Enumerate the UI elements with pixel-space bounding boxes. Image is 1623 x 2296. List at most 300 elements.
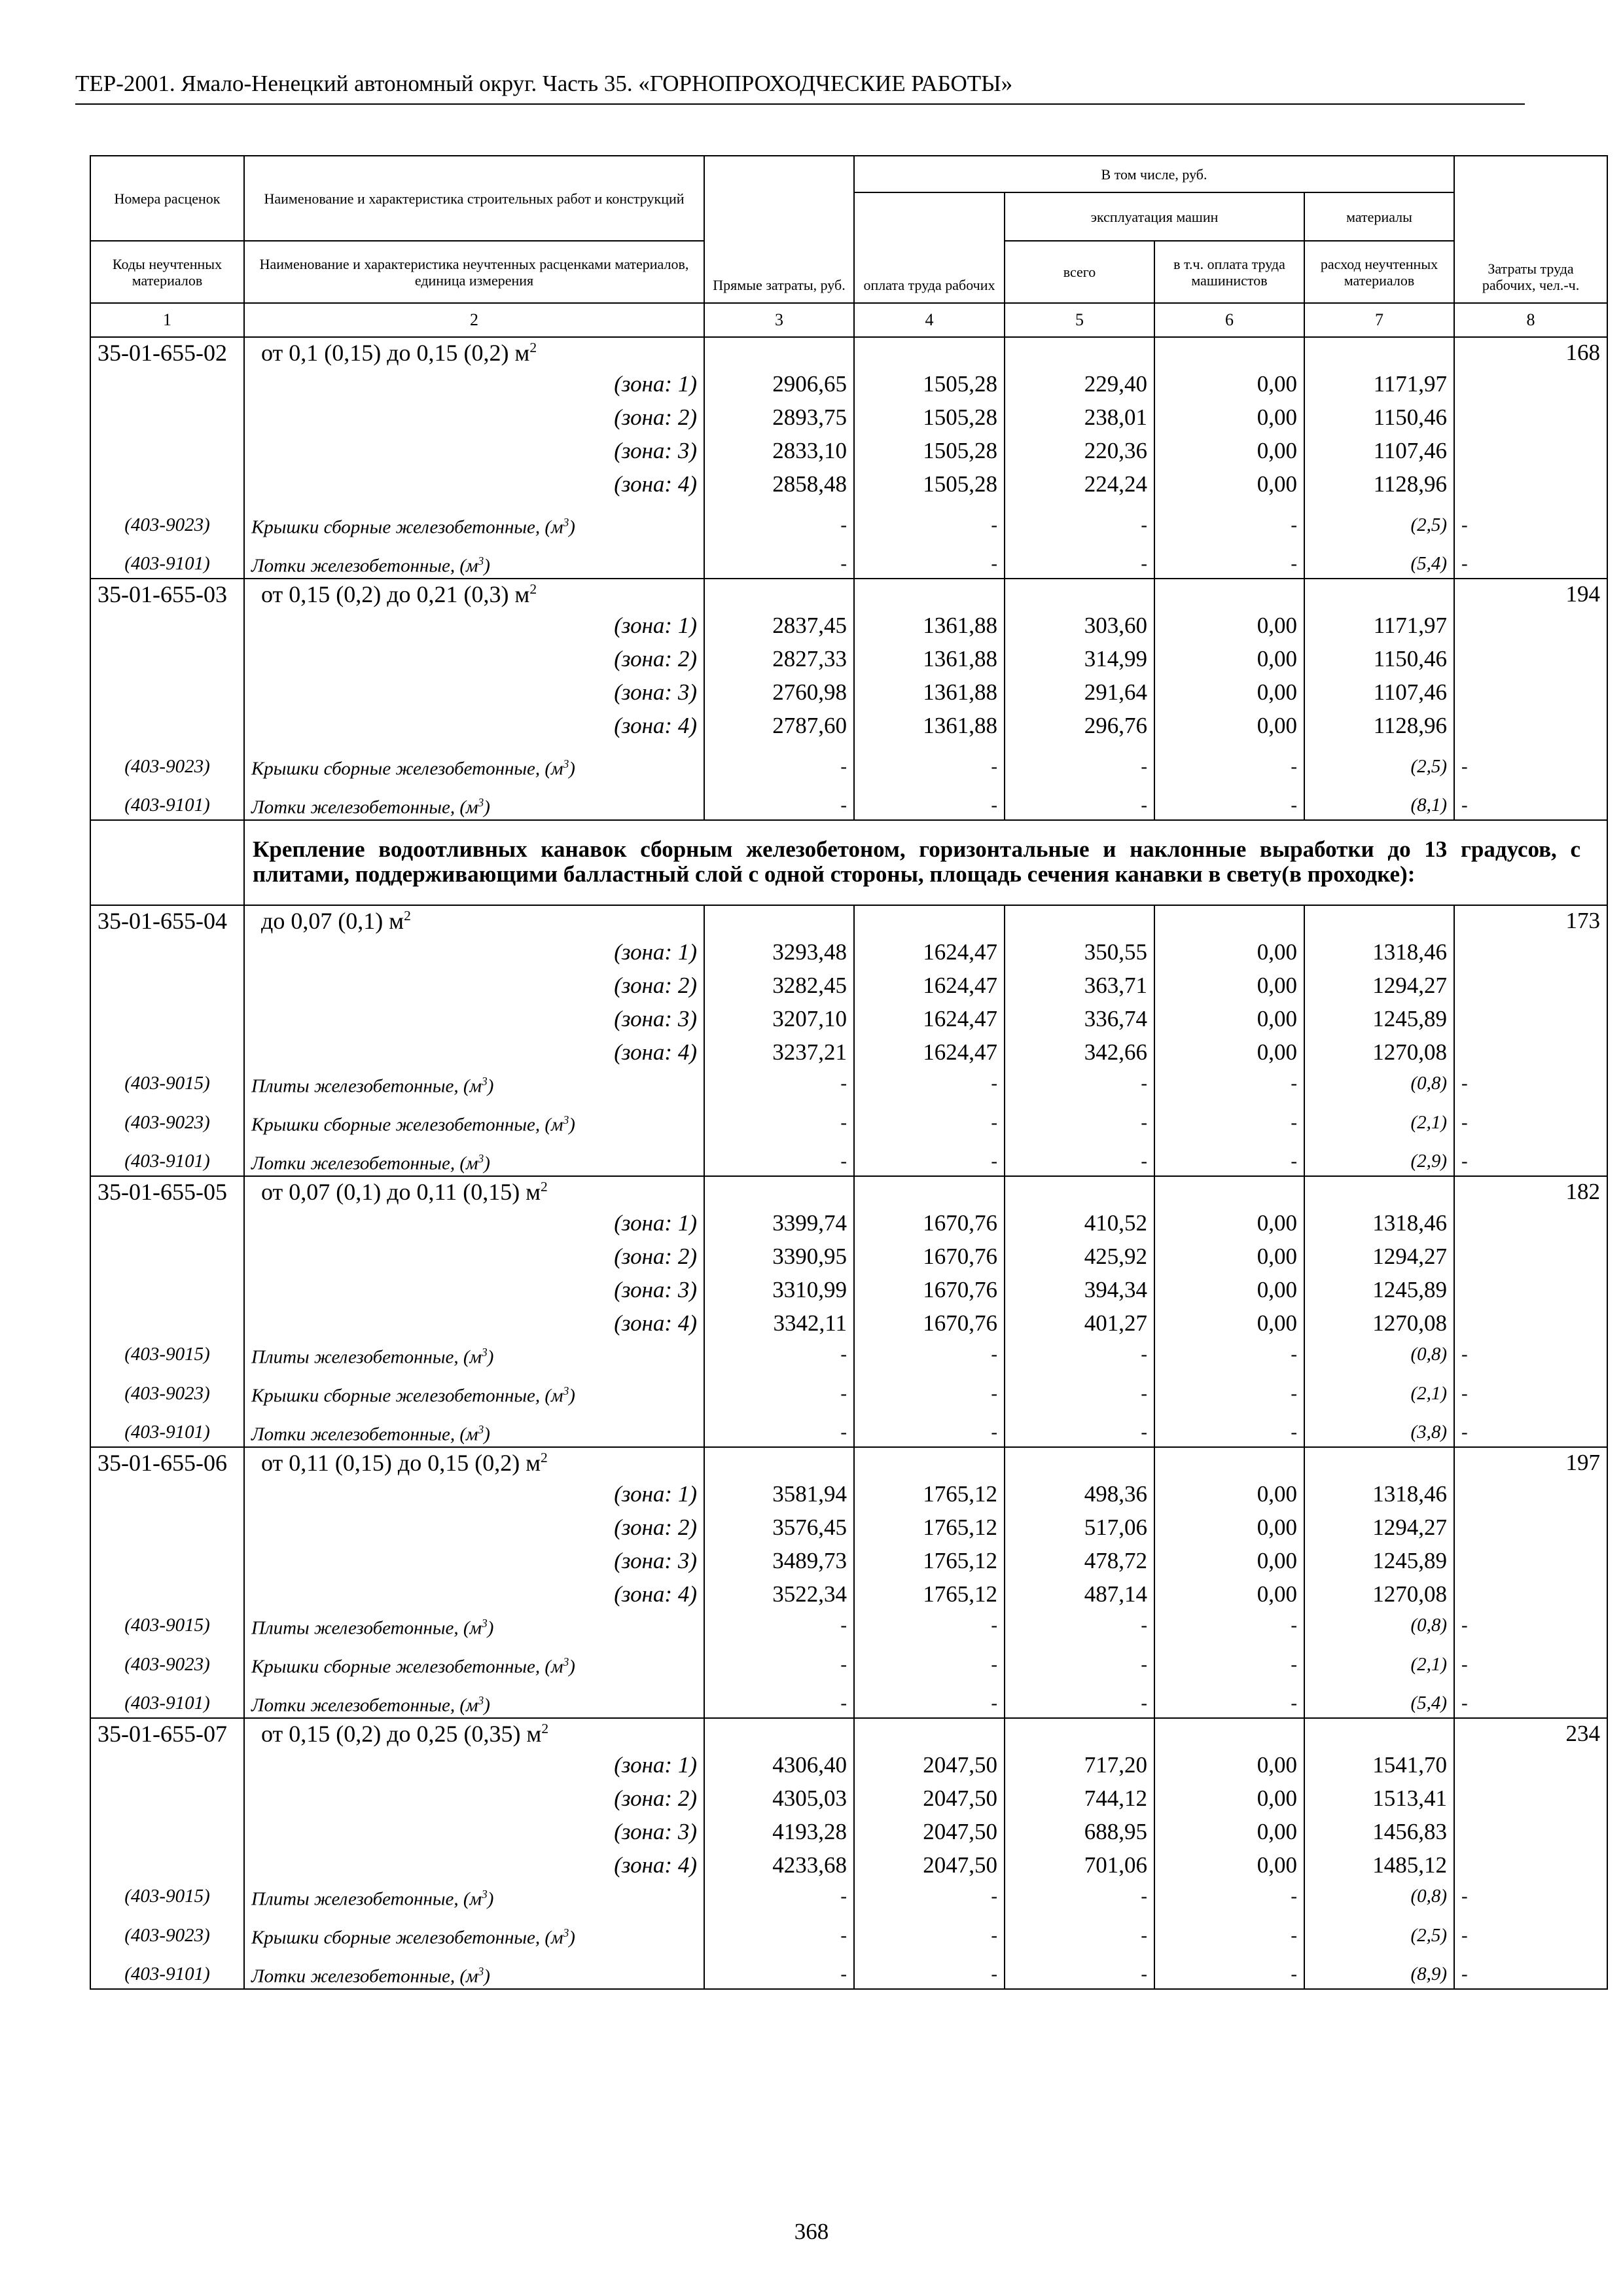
empty-cell: [90, 467, 244, 501]
materials-cost: 1270,08: [1304, 1035, 1454, 1069]
direct-cost: 2760,98: [704, 675, 854, 709]
zone-label: (зона: 1): [244, 1748, 704, 1782]
material-code: (403-9101): [90, 1960, 244, 1989]
rate-row: [90, 579, 1607, 609]
machinist-wages-cost: 0,00: [1154, 1544, 1304, 1577]
material-row: [90, 1882, 1607, 1911]
rate-title-text: до 0,07 (0,1) м: [261, 907, 404, 934]
section-heading: Крепление водоотливных канавок сборным железобетоном, горизонтальные и наклонные выработки до 13 градусов, с плитами, поддерживающими балластный слой с одной стороны, площадь сечения канавки в свету(в проходке):: [244, 820, 1607, 905]
col-machines-wages-header: в т.ч. оплата труда машинистов: [1154, 241, 1304, 303]
zone-row: [90, 1782, 1607, 1815]
dash-cell: -: [704, 1911, 854, 1960]
empty-cell: [704, 337, 854, 367]
empty-cell: [1454, 367, 1607, 401]
dash-cell: -: [1005, 1147, 1154, 1176]
machinist-wages-cost: 0,00: [1154, 675, 1304, 709]
page-number: 368: [794, 2219, 829, 2244]
dash-cell: -: [704, 1960, 854, 1989]
material-row: [90, 1611, 1607, 1640]
dash-cell: -: [854, 1911, 1005, 1960]
direct-cost: 2787,60: [704, 709, 854, 742]
rate-title: [244, 1176, 704, 1206]
dash-cell: -: [704, 1147, 854, 1176]
machines-cost: 517,06: [1005, 1511, 1154, 1544]
empty-cell: [90, 1240, 244, 1273]
empty-cell: [1154, 905, 1304, 935]
unit-exponent: 3: [482, 1345, 488, 1359]
empty-cell: [90, 434, 244, 467]
empty-cell: [90, 1477, 244, 1511]
dash-cell: -: [854, 1069, 1005, 1098]
machines-cost: 744,12: [1005, 1782, 1154, 1815]
machines-cost: 410,52: [1005, 1206, 1154, 1240]
labor-cost: 234: [1454, 1718, 1607, 1748]
dash-cell: -: [1454, 1340, 1607, 1369]
dash-cell: -: [1154, 1098, 1304, 1147]
zone-row: [90, 1815, 1607, 1848]
dash-cell: -: [1154, 1418, 1304, 1447]
empty-cell: [704, 579, 854, 609]
rate-row: [90, 337, 1607, 367]
empty-cell: [1005, 579, 1154, 609]
empty-cell: [704, 1718, 854, 1748]
rate-code: 35-01-655-06: [90, 1447, 244, 1477]
dash-cell: -: [1005, 742, 1154, 791]
direct-cost: 3237,21: [704, 1035, 854, 1069]
material-row: [90, 791, 1607, 820]
empty-cell: [90, 1273, 244, 1306]
zone-row: [90, 434, 1607, 467]
machines-cost: 229,40: [1005, 367, 1154, 401]
zone-label: (зона: 4): [244, 1035, 704, 1069]
wages-cost: 2047,50: [854, 1848, 1005, 1882]
zone-row: [90, 1035, 1607, 1069]
materials-cost: 1107,46: [1304, 675, 1454, 709]
zone-row: [90, 1848, 1607, 1882]
dash-cell: -: [854, 1369, 1005, 1418]
labor-cost: 197: [1454, 1447, 1607, 1477]
machines-cost: 303,60: [1005, 609, 1154, 642]
machines-cost: 291,64: [1005, 675, 1154, 709]
empty-cell: [1154, 1176, 1304, 1206]
empty-cell: [1454, 1306, 1607, 1340]
col-materials-header: материалы: [1304, 192, 1454, 241]
machinist-wages-cost: 0,00: [1154, 401, 1304, 434]
empty-cell: [1005, 1718, 1154, 1748]
material-row: [90, 1098, 1607, 1147]
unit-close: ): [484, 555, 490, 577]
material-name-text: Крышки сборные железобетонные, (м: [251, 758, 563, 780]
material-amount: (3,8): [1304, 1418, 1454, 1447]
direct-cost: 3399,74: [704, 1206, 854, 1240]
material-row: [90, 1369, 1607, 1418]
material-row: [90, 742, 1607, 791]
zone-label: (зона: 3): [244, 675, 704, 709]
wages-cost: 1505,28: [854, 434, 1005, 467]
dash-cell: -: [1454, 791, 1607, 820]
direct-cost: 2827,33: [704, 642, 854, 675]
dash-cell: -: [704, 791, 854, 820]
unit-close: ): [569, 516, 575, 538]
machines-cost: 342,66: [1005, 1035, 1154, 1069]
dash-cell: -: [1154, 1147, 1304, 1176]
materials-cost: 1245,89: [1304, 1544, 1454, 1577]
material-code: (403-9023): [90, 1911, 244, 1960]
zone-label: (зона: 2): [244, 642, 704, 675]
material-name-text: Плиты железобетонные, (м: [251, 1346, 482, 1368]
material-row: [90, 1147, 1607, 1176]
labor-cost: 194: [1454, 579, 1607, 609]
dash-cell: -: [854, 1640, 1005, 1689]
unit-exponent: 3: [478, 1694, 484, 1708]
direct-cost: 3207,10: [704, 1002, 854, 1035]
dash-cell: -: [1005, 1960, 1154, 1989]
machinist-wages-cost: 0,00: [1154, 367, 1304, 401]
direct-cost: 4193,28: [704, 1815, 854, 1848]
material-name-text: Крышки сборные железобетонные, (м: [251, 1927, 563, 1948]
empty-cell: [1454, 609, 1607, 642]
zone-label: (зона: 1): [244, 1477, 704, 1511]
page-header: ТЕР-2001. Ямало-Ненецкий автономный округ. Часть 35. «ГОРНОПРОХОДЧЕСКИЕ РАБОТЫ»: [75, 71, 1525, 105]
dash-cell: -: [1154, 501, 1304, 549]
zone-row: [90, 969, 1607, 1002]
materials-cost: 1270,08: [1304, 1577, 1454, 1611]
unit-close: ): [487, 1617, 494, 1639]
unit-close: ): [569, 1385, 575, 1407]
material-code: (403-9101): [90, 1147, 244, 1176]
empty-cell: [1454, 467, 1607, 501]
unit-close: ): [569, 758, 575, 780]
dash-cell: -: [1154, 742, 1304, 791]
material-row: [90, 549, 1607, 579]
empty-cell: [90, 820, 244, 905]
machines-cost: 701,06: [1005, 1848, 1154, 1882]
material-name-text: Лотки железобетонные, (м: [251, 1695, 478, 1716]
material-name-text: Лотки железобетонные, (м: [251, 1965, 478, 1987]
dash-cell: -: [1454, 1418, 1607, 1447]
zone-label: (зона: 3): [244, 1273, 704, 1306]
empty-cell: [90, 367, 244, 401]
empty-cell: [1454, 675, 1607, 709]
empty-cell: [90, 1815, 244, 1848]
zone-row: [90, 1273, 1607, 1306]
empty-cell: [90, 935, 244, 969]
dash-cell: -: [854, 501, 1005, 549]
direct-cost: 4306,40: [704, 1748, 854, 1782]
zone-row: [90, 709, 1607, 742]
material-name: [244, 549, 704, 579]
col-number: 3: [704, 303, 854, 337]
empty-cell: [854, 1176, 1005, 1206]
zone-label: (зона: 1): [244, 367, 704, 401]
unit-close: ): [484, 797, 490, 818]
materials-cost: 1318,46: [1304, 935, 1454, 969]
materials-cost: 1128,96: [1304, 467, 1454, 501]
material-name-text: Лотки железобетонные, (м: [251, 1424, 478, 1445]
wages-cost: 1765,12: [854, 1477, 1005, 1511]
empty-cell: [90, 1206, 244, 1240]
dash-cell: -: [704, 1882, 854, 1911]
zone-label: (зона: 3): [244, 1002, 704, 1035]
empty-cell: [1304, 579, 1454, 609]
empty-cell: [90, 1511, 244, 1544]
dash-cell: -: [1154, 1611, 1304, 1640]
materials-cost: 1171,97: [1304, 367, 1454, 401]
rate-code: 35-01-655-03: [90, 579, 244, 609]
empty-cell: [1304, 1176, 1454, 1206]
dash-cell: -: [854, 1098, 1005, 1147]
empty-cell: [1454, 1511, 1607, 1544]
material-name: [244, 1340, 704, 1369]
wages-cost: 1624,47: [854, 969, 1005, 1002]
wages-cost: 1505,28: [854, 401, 1005, 434]
dash-cell: -: [854, 1611, 1005, 1640]
unit-exponent: 3: [478, 796, 484, 810]
empty-cell: [90, 1782, 244, 1815]
machinist-wages-cost: 0,00: [1154, 1511, 1304, 1544]
dash-cell: -: [1005, 501, 1154, 549]
unit-close: ): [487, 1075, 494, 1097]
rate-title: [244, 337, 704, 367]
machinist-wages-cost: 0,00: [1154, 1273, 1304, 1306]
machines-cost: 238,01: [1005, 401, 1154, 434]
col-number: 2: [244, 303, 704, 337]
rate-title-text: от 0,1 (0,15) до 0,15 (0,2) м: [261, 339, 530, 366]
dash-cell: -: [1454, 1369, 1607, 1418]
machinist-wages-cost: 0,00: [1154, 642, 1304, 675]
empty-cell: [1454, 1782, 1607, 1815]
material-name: [244, 1369, 704, 1418]
zone-row: [90, 1748, 1607, 1782]
wages-cost: 1624,47: [854, 935, 1005, 969]
unit-close: ): [484, 1153, 490, 1174]
zone-label: (зона: 4): [244, 1306, 704, 1340]
unit-exponent: 3: [478, 1423, 484, 1437]
empty-cell: [90, 969, 244, 1002]
unit-close: ): [569, 1656, 575, 1677]
material-amount: (2,1): [1304, 1098, 1454, 1147]
material-name-text: Лотки железобетонные, (м: [251, 555, 478, 577]
unit-exponent: 3: [563, 1384, 569, 1398]
machinist-wages-cost: 0,00: [1154, 1577, 1304, 1611]
empty-cell: [1454, 1477, 1607, 1511]
machines-cost: 688,95: [1005, 1815, 1154, 1848]
empty-cell: [704, 905, 854, 935]
materials-cost: 1485,12: [1304, 1848, 1454, 1882]
dash-cell: -: [1005, 1418, 1154, 1447]
dash-cell: -: [1454, 742, 1607, 791]
direct-cost: 2906,65: [704, 367, 854, 401]
material-name: [244, 742, 704, 791]
col-rate-no-header: Номера расценок: [90, 156, 244, 241]
labor-cost: 182: [1454, 1176, 1607, 1206]
empty-cell: [1454, 1240, 1607, 1273]
dash-cell: -: [1454, 1640, 1607, 1689]
zone-label: (зона: 4): [244, 1848, 704, 1882]
machinist-wages-cost: 0,00: [1154, 709, 1304, 742]
empty-cell: [1304, 1718, 1454, 1748]
zone-row: [90, 675, 1607, 709]
material-amount: (2,5): [1304, 1911, 1454, 1960]
material-amount: (5,4): [1304, 549, 1454, 579]
dash-cell: -: [704, 1340, 854, 1369]
dash-cell: -: [704, 501, 854, 549]
rate-title: [244, 1447, 704, 1477]
material-amount: (2,9): [1304, 1147, 1454, 1176]
zone-row: [90, 401, 1607, 434]
col-number: 1: [90, 303, 244, 337]
material-code: (403-9023): [90, 1640, 244, 1689]
direct-cost: 3293,48: [704, 935, 854, 969]
unit-exponent: 3: [563, 757, 569, 771]
empty-cell: [704, 1176, 854, 1206]
empty-cell: [1154, 1447, 1304, 1477]
wages-cost: 1505,28: [854, 367, 1005, 401]
material-amount: (2,5): [1304, 501, 1454, 549]
machines-cost: 394,34: [1005, 1273, 1154, 1306]
empty-cell: [90, 675, 244, 709]
dash-cell: -: [704, 742, 854, 791]
zone-label: (зона: 2): [244, 1782, 704, 1815]
materials-cost: 1294,27: [1304, 1240, 1454, 1273]
material-name-text: Плиты железобетонные, (м: [251, 1617, 482, 1639]
dash-cell: -: [854, 1147, 1005, 1176]
material-amount: (0,8): [1304, 1340, 1454, 1369]
unit-exponent: 3: [478, 1965, 484, 1979]
direct-cost: 2837,45: [704, 609, 854, 642]
dash-cell: -: [1454, 1098, 1607, 1147]
direct-cost: 2893,75: [704, 401, 854, 434]
empty-cell: [1454, 642, 1607, 675]
materials-cost: 1107,46: [1304, 434, 1454, 467]
dash-cell: -: [1005, 1882, 1154, 1911]
dash-cell: -: [704, 1640, 854, 1689]
dash-cell: -: [854, 791, 1005, 820]
machinist-wages-cost: 0,00: [1154, 1035, 1304, 1069]
zone-label: (зона: 4): [244, 1577, 704, 1611]
direct-cost: 3310,99: [704, 1273, 854, 1306]
dash-cell: -: [1154, 1640, 1304, 1689]
material-amount: (0,8): [1304, 1611, 1454, 1640]
direct-cost: 3282,45: [704, 969, 854, 1002]
zone-row: [90, 935, 1607, 969]
dash-cell: -: [854, 1340, 1005, 1369]
dash-cell: -: [1454, 1069, 1607, 1098]
dash-cell: -: [1454, 1882, 1607, 1911]
zone-row: [90, 1511, 1607, 1544]
zone-row: [90, 609, 1607, 642]
dash-cell: -: [854, 1960, 1005, 1989]
wages-cost: 1361,88: [854, 642, 1005, 675]
machines-cost: 296,76: [1005, 709, 1154, 742]
direct-cost: 3489,73: [704, 1544, 854, 1577]
dash-cell: -: [704, 1369, 854, 1418]
material-amount: (2,1): [1304, 1369, 1454, 1418]
machinist-wages-cost: 0,00: [1154, 467, 1304, 501]
material-code: (403-9101): [90, 549, 244, 579]
wages-cost: 1361,88: [854, 709, 1005, 742]
materials-cost: 1270,08: [1304, 1306, 1454, 1340]
empty-cell: [1454, 709, 1607, 742]
unit-exponent: 2: [541, 1720, 549, 1736]
machinist-wages-cost: 0,00: [1154, 1477, 1304, 1511]
section-heading-row: [90, 820, 1607, 905]
material-row: [90, 1689, 1607, 1718]
machinist-wages-cost: 0,00: [1154, 1240, 1304, 1273]
machines-cost: 224,24: [1005, 467, 1154, 501]
empty-cell: [90, 709, 244, 742]
dash-cell: -: [1005, 1911, 1154, 1960]
zone-row: [90, 367, 1607, 401]
unit-exponent: 2: [529, 339, 537, 355]
empty-cell: [1154, 337, 1304, 367]
col-number: 8: [1454, 303, 1607, 337]
rate-row: [90, 905, 1607, 935]
col-direct-costs-header: Прямые затраты, руб.: [704, 156, 854, 303]
material-name-text: Плиты железобетонные, (м: [251, 1888, 482, 1910]
dash-cell: -: [1005, 1369, 1154, 1418]
machinist-wages-cost: 0,00: [1154, 935, 1304, 969]
dash-cell: -: [1454, 1911, 1607, 1960]
zone-row: [90, 1240, 1607, 1273]
material-code: (403-9101): [90, 1418, 244, 1447]
material-amount: (8,1): [1304, 791, 1454, 820]
machinist-wages-cost: 0,00: [1154, 1815, 1304, 1848]
dash-cell: -: [1154, 1069, 1304, 1098]
empty-cell: [854, 905, 1005, 935]
empty-cell: [854, 579, 1005, 609]
unit-exponent: 2: [540, 1449, 548, 1465]
rate-code: 35-01-655-02: [90, 337, 244, 367]
materials-cost: 1171,97: [1304, 609, 1454, 642]
machines-cost: 487,14: [1005, 1577, 1154, 1611]
dash-cell: -: [704, 1069, 854, 1098]
dash-cell: -: [1154, 791, 1304, 820]
dash-cell: -: [1454, 1611, 1607, 1640]
material-name: [244, 1418, 704, 1447]
material-row: [90, 1960, 1607, 1989]
unit-exponent: 3: [478, 554, 484, 568]
col-number: 4: [854, 303, 1005, 337]
material-code: (403-9015): [90, 1069, 244, 1098]
material-row: [90, 1340, 1607, 1369]
col-material-code-header: Коды неучтенных материалов: [90, 241, 244, 303]
materials-cost: 1245,89: [1304, 1002, 1454, 1035]
empty-cell: [90, 1577, 244, 1611]
dash-cell: -: [854, 1689, 1005, 1718]
zone-row: [90, 1577, 1607, 1611]
material-code: (403-9015): [90, 1882, 244, 1911]
empty-cell: [1304, 1447, 1454, 1477]
rate-title-text: от 0,15 (0,2) до 0,25 (0,35) м: [261, 1720, 542, 1747]
unit-close: ): [569, 1927, 575, 1948]
material-amount: (2,5): [1304, 742, 1454, 791]
zone-row: [90, 1306, 1607, 1340]
zone-label: (зона: 2): [244, 969, 704, 1002]
unit-exponent: 2: [404, 907, 411, 924]
empty-cell: [1154, 1718, 1304, 1748]
material-name: [244, 1911, 704, 1960]
dash-cell: -: [854, 742, 1005, 791]
material-name-text: Лотки железобетонные, (м: [251, 1153, 478, 1174]
wages-cost: 1765,12: [854, 1577, 1005, 1611]
dash-cell: -: [1154, 1960, 1304, 1989]
wages-cost: 1670,76: [854, 1206, 1005, 1240]
wages-cost: 1765,12: [854, 1544, 1005, 1577]
zone-row: [90, 1206, 1607, 1240]
zone-label: (зона: 2): [244, 401, 704, 434]
wages-cost: 2047,50: [854, 1815, 1005, 1848]
